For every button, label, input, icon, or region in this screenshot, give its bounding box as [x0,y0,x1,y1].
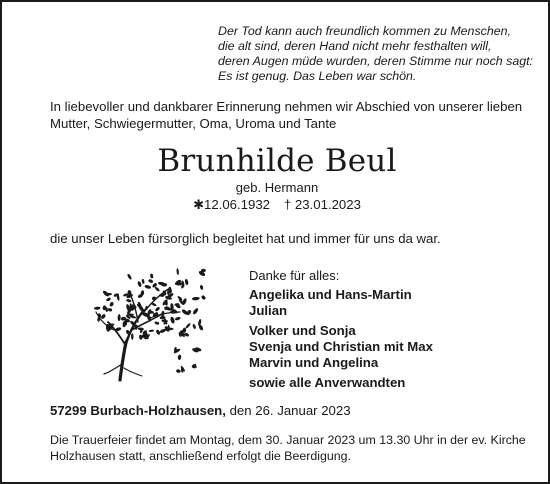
leaf [150,273,154,278]
leaf [141,279,144,284]
leaf [175,316,181,321]
life-dates [2,196,550,213]
leaf [100,313,106,319]
mourners-list [249,287,433,392]
dedication-text: die unser Leben fürsorglich begleitet hat und immer für uns da war. [50,231,441,246]
leaf [170,316,176,324]
poem-line: die alt sind, deren Hand nicht mehr festhalten will, [218,39,492,53]
mourner-line: sowie alle Anverwandten [249,375,406,391]
leaf [107,308,112,312]
funeral-service-info [50,432,540,464]
intro-line: Mutter, Schwiegermutter, Oma, Uroma und Tante [50,116,337,131]
service-line: Die Trauerfeier findet am Montag, dem 30. Januar 2023 um 13.30 Uhr in der ev. Kirche [50,433,526,447]
place: 57299 Burbach-Holzhausen, [50,403,226,418]
mourner-line: Julian [249,303,288,319]
leaf [148,279,154,284]
poem-line: deren Augen müde wurden, deren Stimme nur noch sagt: [218,54,533,68]
mourner-line: Marvin und Angelina [249,355,379,371]
leaf [126,299,132,303]
poem [218,24,548,84]
tree-with-falling-leaves-icon [86,264,206,382]
leaf [201,295,206,301]
leaf [94,306,101,310]
date: den 26. Januar 2023 [229,403,351,418]
leaf [106,297,112,302]
birth-name: geb. Hermann [235,180,319,195]
leaf [184,279,189,286]
mourner-line: Volker und Sonja [249,323,356,339]
leaf [154,321,159,325]
leaf [144,284,151,289]
leaf [154,286,160,292]
intro-line: In liebevoller und dankbarer Erinnerung nehmen wir Abschied von unserer lieben [50,99,523,114]
leaf [109,301,114,307]
leaf [176,268,179,275]
leaf [175,282,182,285]
mourner-line: Angelika und Hans-Martin [249,287,412,302]
leaf [131,333,133,340]
leaf [161,311,165,317]
birth-date: 12.06.1932 [203,197,270,212]
leaf [117,314,120,321]
death-cross-icon: † [284,197,292,212]
leaf [137,281,142,288]
birth-star-icon: ✱ [193,197,204,212]
leaf [192,324,196,330]
thanks-heading: Danke für alles: [249,268,340,283]
leaf [185,322,191,329]
place-and-date [50,402,351,419]
poem-line: Es ist genug. Das Leben war schön. [218,69,417,83]
leaf [155,306,161,312]
poem-line: Der Tod kann auch freundlich kommen zu Menschen, [218,24,511,38]
leaf [148,329,154,332]
leaf [127,273,133,280]
leaf [176,369,181,373]
leaf [192,307,199,315]
intro-text [50,98,530,132]
death-date: 23.01.2023 [294,197,361,212]
mourner-line: Svenja und Christian mit Max [249,339,433,355]
leaf [198,319,202,326]
leaf [177,354,181,360]
leaf [199,285,203,291]
deceased-name: Brunhilde Beul [157,143,397,179]
service-line: Holzhausen statt, anschließend erfolgt die Beerdigung. [50,449,352,463]
